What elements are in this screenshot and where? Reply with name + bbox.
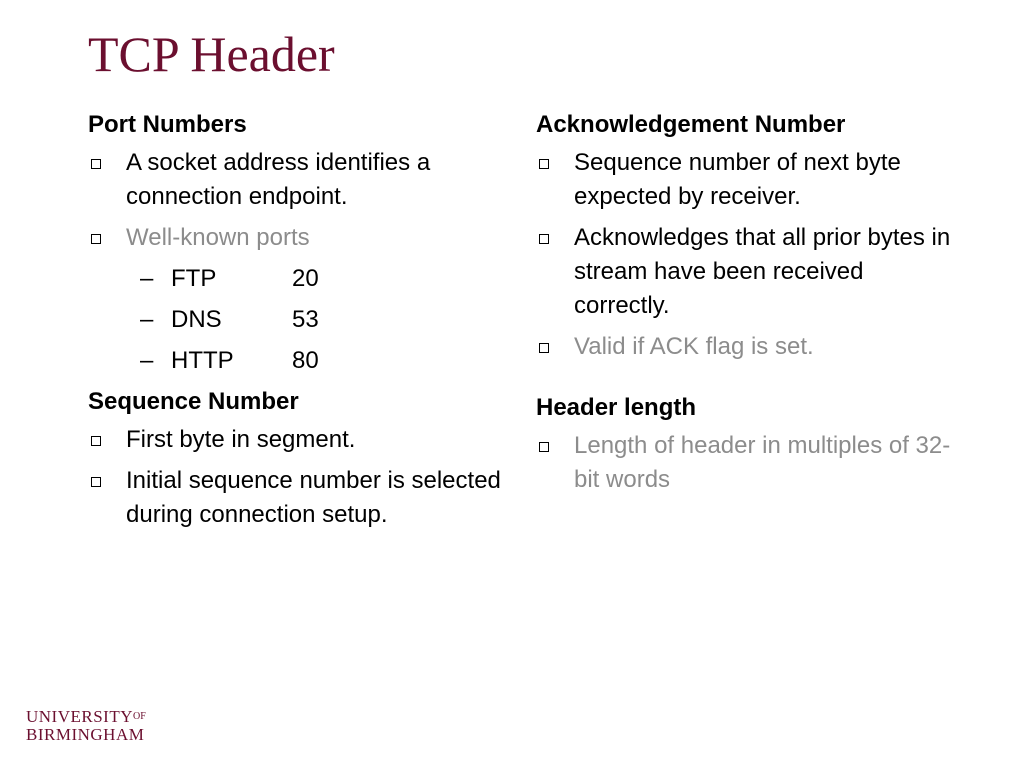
square-bullet-icon bbox=[91, 477, 101, 487]
port-number: 53 bbox=[292, 306, 319, 333]
list-item-text: Sequence number of next byte expected by receiver. bbox=[574, 149, 901, 210]
port-name: HTTP bbox=[171, 347, 234, 374]
slide-title: TCP Header bbox=[88, 26, 335, 82]
square-bullet-icon bbox=[91, 234, 101, 244]
port-name: FTP bbox=[171, 265, 217, 292]
list-item bbox=[88, 423, 508, 457]
sequence-number-heading: Sequence Number bbox=[88, 388, 299, 415]
list-item bbox=[536, 330, 956, 364]
list-item bbox=[88, 464, 508, 532]
list-item-text: Valid if ACK flag is set. bbox=[574, 333, 814, 360]
list-item bbox=[88, 221, 508, 255]
square-bullet-icon bbox=[539, 159, 549, 169]
port-name: DNS bbox=[171, 306, 222, 333]
list-item bbox=[88, 146, 508, 214]
list-item-text: Length of header in multiples of 32-bit words bbox=[574, 432, 951, 493]
logo-of-text: OF bbox=[133, 711, 146, 722]
port-entry-dns bbox=[88, 303, 508, 337]
dash-bullet-icon: – bbox=[140, 347, 154, 374]
square-bullet-icon bbox=[91, 436, 101, 446]
list-item bbox=[536, 146, 956, 214]
square-bullet-icon bbox=[539, 442, 549, 452]
dash-bullet-icon: – bbox=[140, 265, 154, 292]
left-column bbox=[88, 108, 508, 539]
university-logo bbox=[26, 708, 146, 744]
logo-line-2: BIRMINGHAM bbox=[26, 725, 145, 744]
port-entry-http bbox=[88, 344, 508, 378]
right-column bbox=[536, 108, 956, 504]
list-item-text: Acknowledges that all prior bytes in stream have been received correctly. bbox=[574, 224, 951, 319]
list-item-text: A socket address identifies a connection endpoint. bbox=[126, 149, 431, 210]
list-item-text: First byte in segment. bbox=[126, 426, 356, 453]
dash-bullet-icon: – bbox=[140, 306, 154, 333]
port-number: 80 bbox=[292, 347, 319, 374]
square-bullet-icon bbox=[539, 234, 549, 244]
acknowledgement-number-heading: Acknowledgement Number bbox=[536, 111, 846, 138]
list-item-text: Initial sequence number is selected during connection setup. bbox=[126, 467, 501, 528]
port-number: 20 bbox=[292, 265, 319, 292]
header-length-heading: Header length bbox=[536, 394, 697, 421]
port-numbers-heading: Port Numbers bbox=[88, 111, 247, 138]
list-item bbox=[536, 429, 956, 497]
port-entry-ftp bbox=[88, 262, 508, 296]
list-item-text: Well-known ports bbox=[126, 224, 310, 251]
logo-university-text: UNIVERSITY bbox=[26, 707, 133, 726]
square-bullet-icon bbox=[91, 159, 101, 169]
square-bullet-icon bbox=[539, 343, 549, 353]
section-spacer bbox=[536, 371, 956, 391]
logo-line-1 bbox=[26, 708, 146, 726]
list-item bbox=[536, 221, 956, 323]
